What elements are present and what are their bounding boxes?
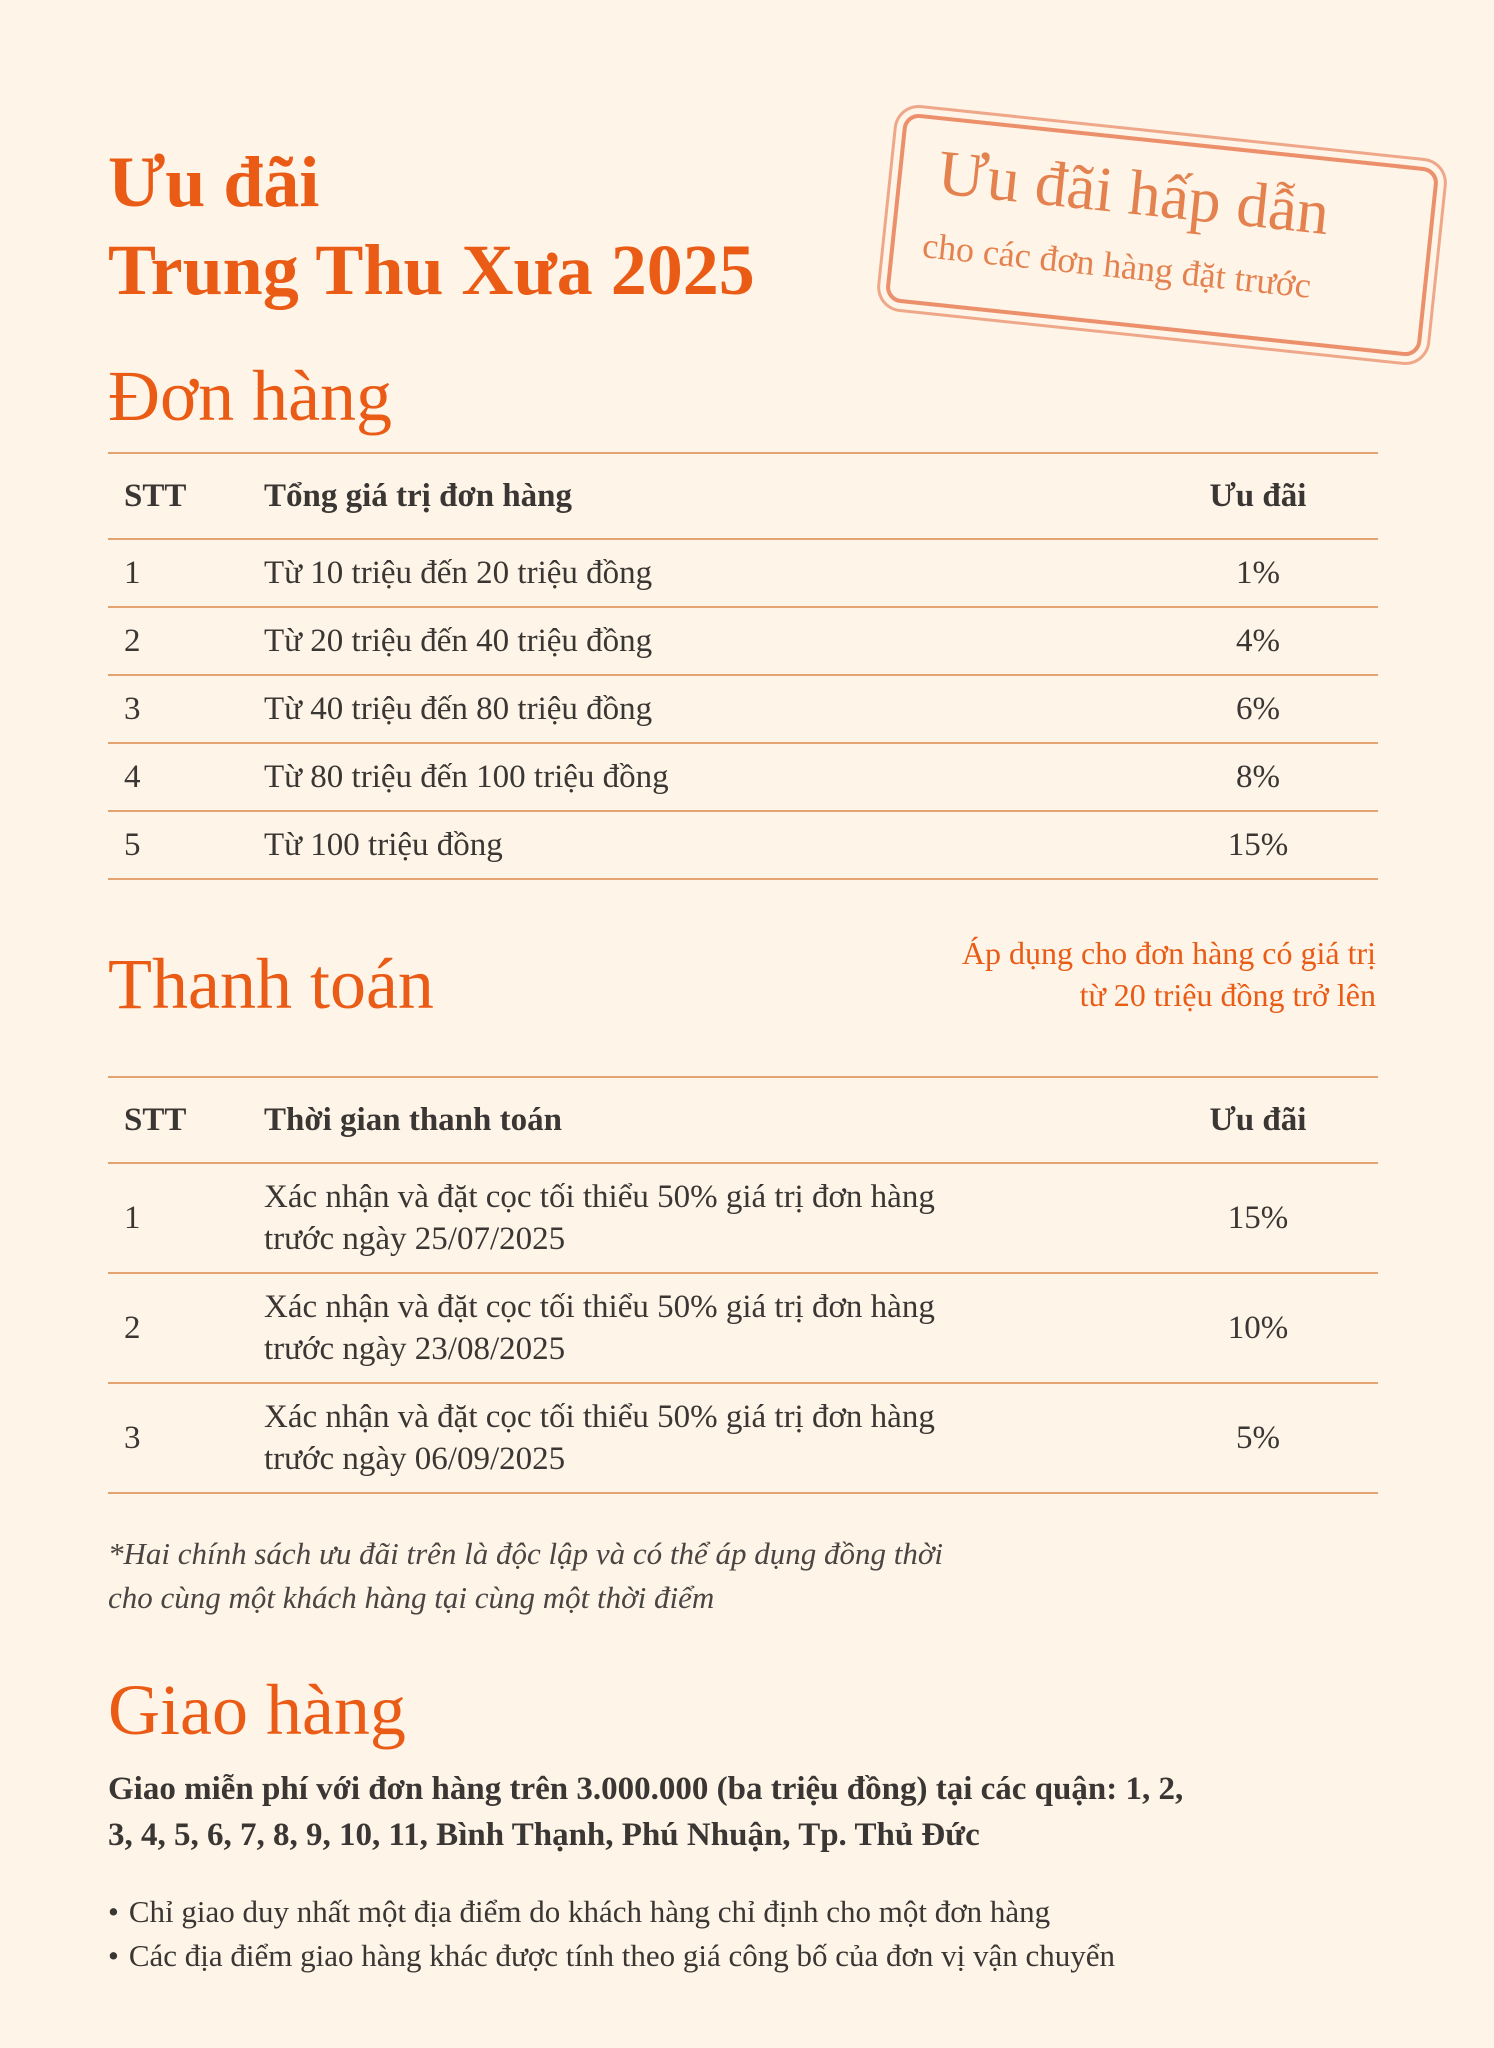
column-header-stt: STT bbox=[108, 1077, 248, 1163]
column-header-discount: Ưu đãi bbox=[1138, 453, 1378, 539]
list-item: • Các địa điểm giao hàng khác được tính theo giá công bố của đơn vị vận chuyển bbox=[108, 1934, 1115, 1978]
row-discount: 15% bbox=[1138, 811, 1378, 879]
row-discount: 6% bbox=[1138, 675, 1378, 743]
policy-footnote bbox=[108, 1532, 943, 1620]
page-title bbox=[108, 138, 755, 314]
row-order-range: Từ 10 triệu đến 20 triệu đồng bbox=[248, 539, 1138, 607]
row-stt: 3 bbox=[108, 675, 248, 743]
row-order-range: Từ 40 triệu đến 80 triệu đồng bbox=[248, 675, 1138, 743]
row-stt: 1 bbox=[108, 539, 248, 607]
condition-line-2: trước ngày 25/07/2025 bbox=[264, 1221, 566, 1257]
orders-heading: Đơn hàng bbox=[108, 356, 393, 436]
table-row bbox=[108, 1383, 1378, 1493]
row-order-range: Từ 100 triệu đồng bbox=[248, 811, 1138, 879]
promo-stamp bbox=[885, 112, 1440, 357]
row-discount: 10% bbox=[1138, 1273, 1378, 1383]
column-header-stt: STT bbox=[108, 453, 248, 539]
title-line-1: Ưu đãi bbox=[108, 142, 320, 222]
table-row bbox=[108, 743, 1378, 811]
table-row bbox=[108, 811, 1378, 879]
row-stt: 2 bbox=[108, 607, 248, 675]
row-discount: 15% bbox=[1138, 1163, 1378, 1273]
table-header-row bbox=[108, 453, 1378, 539]
delivery-line-1: Giao miễn phí với đơn hàng trên 3.000.000 (ba triệu đồng) tại các quận: 1, 2, bbox=[108, 1771, 1184, 1807]
table-row bbox=[108, 675, 1378, 743]
stamp-subline: cho các đơn hàng đặt trước bbox=[920, 225, 1314, 306]
table-row bbox=[108, 1273, 1378, 1383]
column-header-payment-time: Thời gian thanh toán bbox=[248, 1077, 1138, 1163]
row-stt: 4 bbox=[108, 743, 248, 811]
condition-line-2: trước ngày 06/09/2025 bbox=[264, 1441, 566, 1477]
list-item: • Chỉ giao duy nhất một địa điểm do khách hàng chỉ định cho một đơn hàng bbox=[108, 1890, 1115, 1934]
free-delivery-text bbox=[108, 1766, 1408, 1858]
condition-line-1: Xác nhận và đặt cọc tối thiểu 50% giá trị đơn hàng bbox=[264, 1179, 935, 1215]
row-discount: 8% bbox=[1138, 743, 1378, 811]
row-discount: 4% bbox=[1138, 607, 1378, 675]
payment-note-line-1: Áp dụng cho đơn hàng có giá trị bbox=[961, 935, 1376, 971]
table-header-row bbox=[108, 1077, 1378, 1163]
title-line-2: Trung Thu Xưa 2025 bbox=[108, 230, 755, 310]
row-stt: 1 bbox=[108, 1163, 248, 1273]
payment-table bbox=[108, 1076, 1378, 1494]
row-payment-condition bbox=[248, 1163, 1138, 1273]
delivery-line-2: 3, 4, 5, 6, 7, 8, 9, 10, 11, Bình Thạnh, Phú Nhuận, Tp. Thủ Đức bbox=[108, 1817, 980, 1853]
condition-line-1: Xác nhận và đặt cọc tối thiểu 50% giá trị đơn hàng bbox=[264, 1399, 935, 1435]
footnote-line-2: cho cùng một khách hàng tại cùng một thời điểm bbox=[108, 1580, 715, 1615]
row-order-range: Từ 80 triệu đến 100 triệu đồng bbox=[248, 743, 1138, 811]
delivery-bullets bbox=[108, 1890, 1115, 1978]
table-row bbox=[108, 539, 1378, 607]
delivery-heading: Giao hàng bbox=[108, 1670, 406, 1750]
row-stt: 2 bbox=[108, 1273, 248, 1383]
row-payment-condition bbox=[248, 1383, 1138, 1493]
table-row bbox=[108, 1163, 1378, 1273]
payment-note-line-2: từ 20 triệu đồng trở lên bbox=[1079, 977, 1376, 1013]
condition-line-1: Xác nhận và đặt cọc tối thiểu 50% giá trị đơn hàng bbox=[264, 1289, 935, 1325]
row-order-range: Từ 20 triệu đến 40 triệu đồng bbox=[248, 607, 1138, 675]
payment-note bbox=[962, 932, 1376, 1016]
row-stt: 3 bbox=[108, 1383, 248, 1493]
payment-heading: Thanh toán bbox=[108, 944, 434, 1024]
row-stt: 5 bbox=[108, 811, 248, 879]
column-header-order-value: Tổng giá trị đơn hàng bbox=[248, 453, 1138, 539]
condition-line-2: trước ngày 23/08/2025 bbox=[264, 1331, 566, 1367]
row-payment-condition bbox=[248, 1273, 1138, 1383]
table-row bbox=[108, 607, 1378, 675]
row-discount: 1% bbox=[1138, 539, 1378, 607]
footnote-line-1: *Hai chính sách ưu đãi trên là độc lập và có thể áp dụng đồng thời bbox=[108, 1536, 944, 1571]
row-discount: 5% bbox=[1138, 1383, 1378, 1493]
orders-table bbox=[108, 452, 1378, 880]
column-header-discount: Ưu đãi bbox=[1138, 1077, 1378, 1163]
stamp-headline: Ưu đãi hấp dẫn bbox=[934, 136, 1333, 249]
